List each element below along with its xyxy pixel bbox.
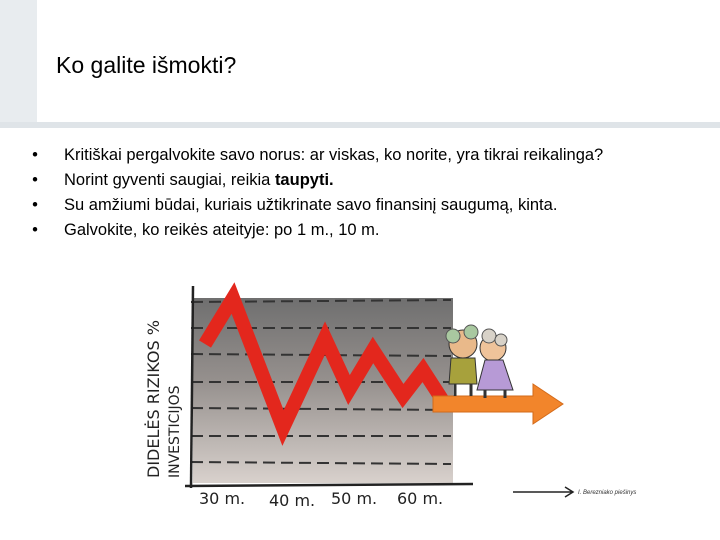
slide-title: Ko galite išmokti? xyxy=(56,52,237,78)
bullet-item xyxy=(28,194,678,216)
bullet-list xyxy=(28,144,678,244)
bullet-dot: • xyxy=(32,196,38,214)
axis-label-risk: DIDELĖS RIZIKOS % xyxy=(144,320,163,478)
risk-investment-illustration xyxy=(133,278,663,508)
elderly-couple-figure xyxy=(446,325,513,398)
arrow-head-x xyxy=(513,487,573,497)
x-axis xyxy=(185,484,473,486)
age-label-50: 50 m. xyxy=(331,489,378,508)
age-label-60: 60 m. xyxy=(397,489,444,508)
bullet-dot: • xyxy=(32,171,38,189)
axis-label-investments: INVESTICIJOS xyxy=(167,385,183,478)
bullet-item xyxy=(28,169,678,191)
bullet-text: Su amžiumi būdai, kuriais užtikrinate savo finansinį saugumą, kinta. xyxy=(64,196,558,214)
age-label-30: 30 m. xyxy=(199,489,246,508)
bullet-item xyxy=(28,144,678,166)
title-divider xyxy=(0,122,720,128)
bullet-item xyxy=(28,219,678,241)
y-axis xyxy=(191,286,193,488)
bullet-text: Galvokite, ko reikės ateityje: po 1 m., 10 m. xyxy=(64,221,380,239)
bullet-text: Norint gyventi saugiai, reikia xyxy=(64,171,275,189)
illustration-caption: I. Berezniako piešinys xyxy=(578,490,637,496)
bullet-dot: • xyxy=(32,221,38,239)
bullet-text: Kritiškai pergalvokite savo norus: ar viskas, ko norite, yra tikrai reikalinga? xyxy=(64,146,604,164)
bullet-dot: • xyxy=(32,146,38,164)
left-accent-bar xyxy=(0,0,37,122)
bullet-bold-text: taupyti. xyxy=(274,171,334,189)
age-label-40: 40 m. xyxy=(269,491,316,508)
